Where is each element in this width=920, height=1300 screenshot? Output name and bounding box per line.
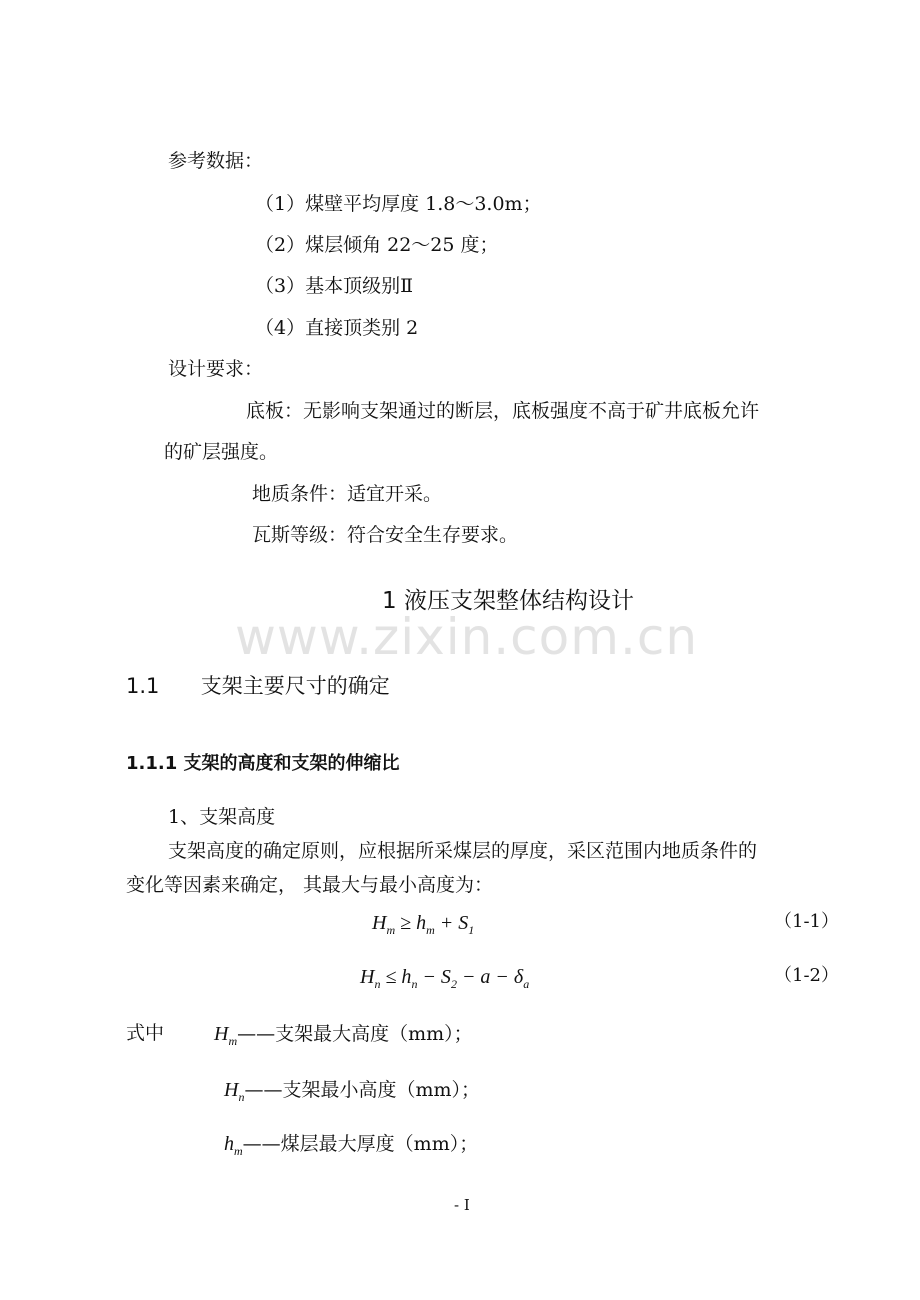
definition-item: [224, 1080, 480, 1103]
symbol-Hn: $H_n$: [224, 1079, 245, 1104]
paragraph-line2: 变化等因素来确定， 其最大与最小高度为：: [126, 874, 494, 896]
section-heading: [126, 676, 390, 697]
definition-text: ——支架最大高度（mm）；: [237, 1023, 473, 1045]
watermark: www.zixin.com.cn: [235, 608, 699, 666]
reference-item: （3）基本顶级别Ⅱ: [255, 275, 414, 297]
definition-item: [214, 1024, 473, 1047]
chapter-title: 1 液压支架整体结构设计: [382, 588, 634, 614]
paragraph-line1: 支架高度的确定原则，应根据所采煤层的厚度，采区范围内地质条件的: [168, 840, 758, 862]
section-title: 支架主要尺寸的确定: [200, 674, 390, 698]
equation-number: （1-2）: [774, 965, 839, 986]
reference-heading: 参考数据：: [168, 150, 264, 172]
equation-number: （1-1）: [774, 911, 839, 932]
symbol-hm: $h_m$: [224, 1133, 243, 1158]
definition-item: [224, 1134, 478, 1157]
reference-item: （2）煤层倾角 22～25 度；: [255, 234, 499, 256]
requirements-heading: 设计要求：: [168, 358, 264, 380]
definition-text: ——支架最小高度（mm）；: [244, 1079, 480, 1101]
reference-item: （1）煤壁平均厚度 1.8～3.0m；: [255, 193, 542, 215]
equation-1-2: $H_n \le h_n - S_2 - a - \delta_a$: [360, 966, 530, 991]
page-footer: - I: [454, 1196, 470, 1214]
definition-text: ——煤层最大厚度（mm）；: [242, 1133, 479, 1155]
equation-1-1: $H_m \ge h_m + S_1$: [372, 912, 475, 937]
reference-item: （4）直接顶类别 2: [255, 317, 419, 339]
where-label: 式中: [126, 1022, 165, 1044]
gas-requirement: 瓦斯等级：符合安全生存要求。: [252, 524, 519, 546]
geology-requirement: 地质条件：适宜开采。: [252, 483, 443, 505]
floor-requirement-line1: 底板：无影响支架通过的断层，底板强度不高于矿井底板允许: [246, 400, 760, 422]
symbol-Hm: $H_m$: [214, 1023, 238, 1048]
floor-requirement-line2: 的矿层强度。: [164, 441, 279, 463]
section-number: 1.1: [126, 674, 160, 698]
item-title: 1、支架高度: [168, 806, 276, 828]
subsection-heading: 1.1.1 支架的高度和支架的伸缩比: [126, 753, 400, 774]
